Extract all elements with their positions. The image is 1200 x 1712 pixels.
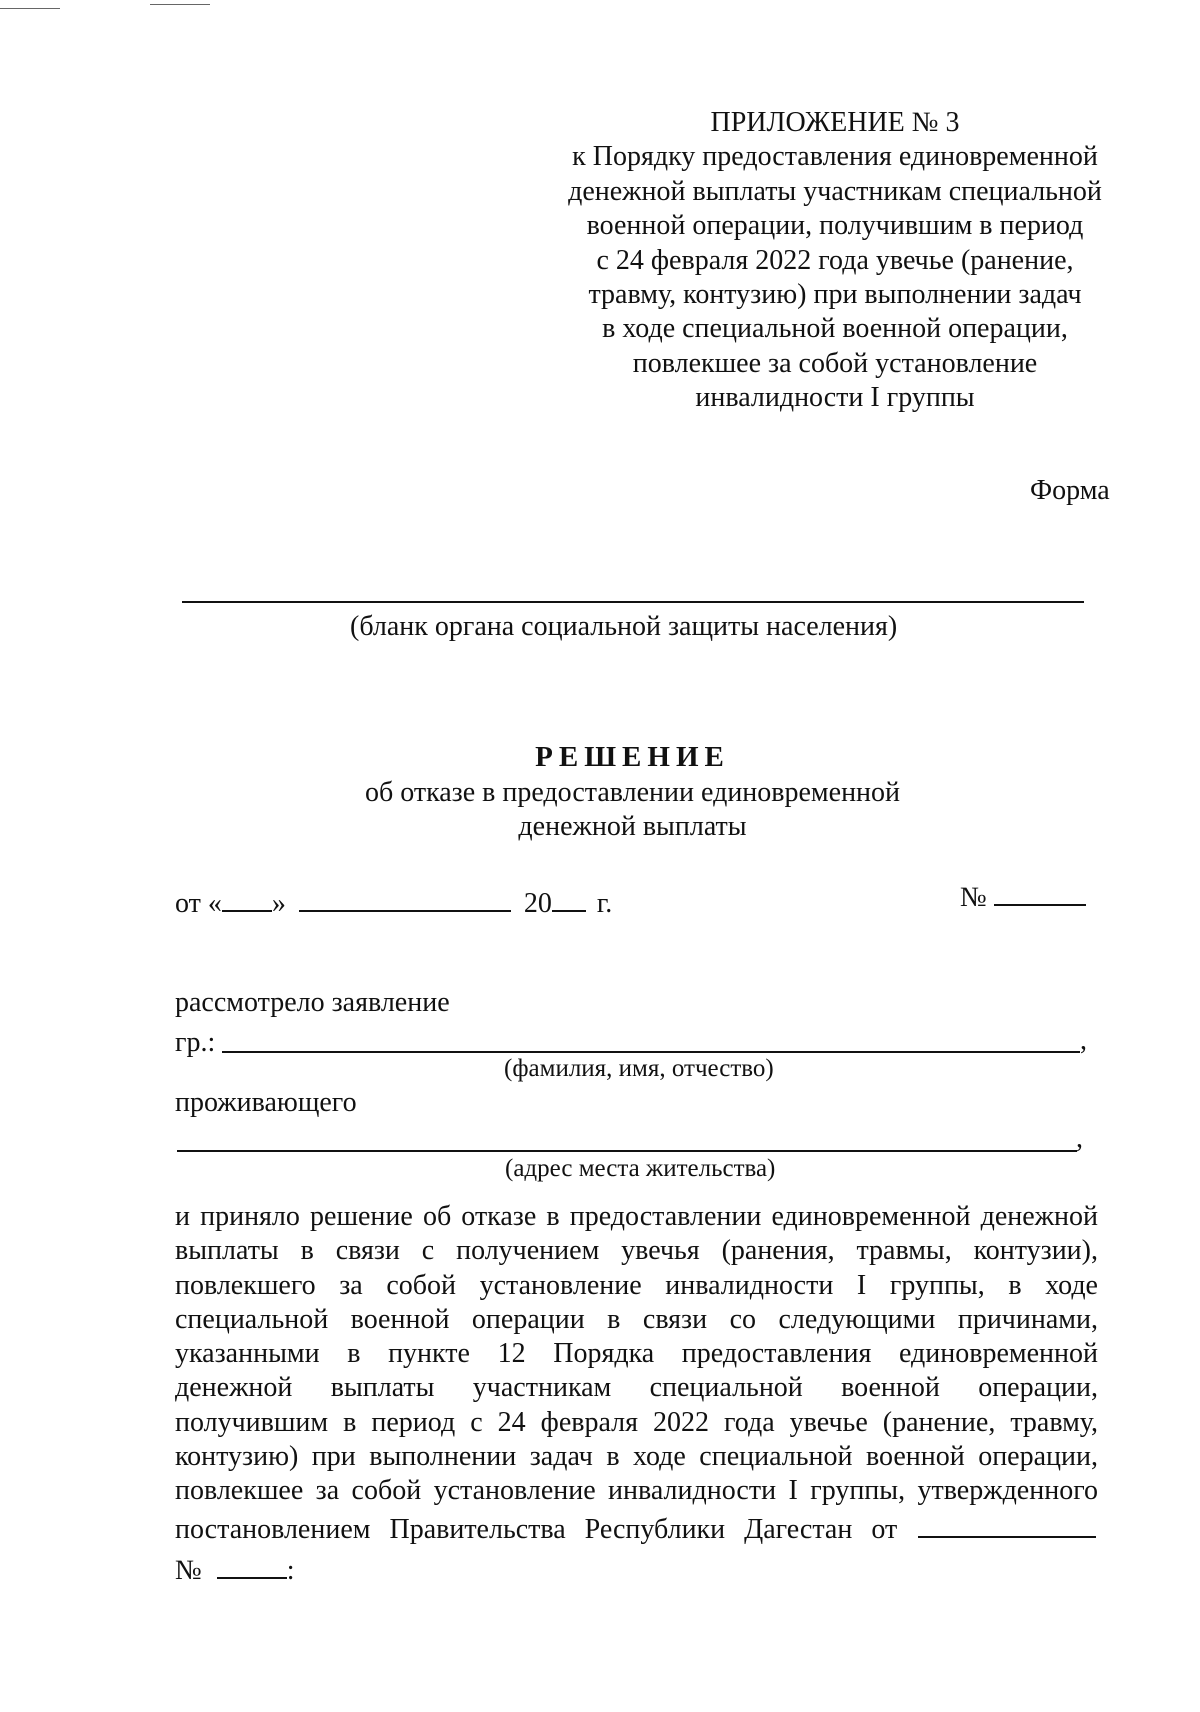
appendix-line: повлекшее за собой установление bbox=[632, 347, 1038, 379]
resolution-number-blank[interactable] bbox=[217, 1553, 287, 1579]
number-blank[interactable] bbox=[994, 880, 1086, 906]
appendix-line: травму, контузию) при выполнении задач bbox=[588, 279, 1082, 311]
appendix-title: ПРИЛОЖЕНИЕ № 3 bbox=[710, 107, 960, 138]
name-caption: (фамилия, имя, отчество) bbox=[504, 1055, 774, 1082]
citizen-prefix: гр.: bbox=[175, 1027, 216, 1058]
appendix-line: в ходе специальной военной операции, bbox=[602, 313, 1068, 345]
resolution-line bbox=[175, 1512, 1105, 1547]
decision-subtitle-1: об отказе в предоставлении единовременной bbox=[364, 777, 901, 808]
body-line: получившим в период с 24 февраля 2022 года увечье (ранение, травму, bbox=[175, 1406, 1098, 1438]
letterhead-caption: (бланк органа социальной защиты населения) bbox=[350, 611, 898, 642]
address-caption: (адрес места жительства) bbox=[505, 1155, 776, 1182]
citizen-comma: , bbox=[1080, 1025, 1087, 1056]
body-line: повлекшего за собой установление инвалидности I группы, в ходе bbox=[175, 1269, 1098, 1301]
day-blank[interactable] bbox=[222, 886, 272, 912]
resolution-colon: : bbox=[286, 1555, 295, 1586]
resolution-date-blank[interactable] bbox=[918, 1512, 1096, 1538]
body-line: постановлением Правительства Республики Дагестан от bbox=[175, 1514, 898, 1545]
decision-title: РЕШЕНИЕ bbox=[535, 741, 730, 773]
appendix-line: военной операции, получившим в период bbox=[586, 210, 1084, 242]
number-sign: № bbox=[960, 882, 987, 913]
date-from-label: от « bbox=[175, 888, 222, 919]
number-field bbox=[960, 880, 1086, 915]
appendix-line: к Порядку предоставления единовременной bbox=[572, 141, 1098, 173]
body-line: специальной военной операции в связи со следующими причинами, bbox=[175, 1303, 1098, 1335]
year-blank[interactable] bbox=[552, 886, 586, 912]
considered-label: рассмотрело заявление bbox=[175, 987, 450, 1018]
residing-label: проживающего bbox=[175, 1087, 357, 1118]
citizen-name-line[interactable] bbox=[222, 1051, 1080, 1053]
form-label: Форма bbox=[1030, 475, 1110, 506]
body-line: контузию) при выполнении задач в ходе специальной военной операции, bbox=[175, 1441, 1098, 1473]
decision-body bbox=[175, 1200, 1098, 1509]
body-line: и приняло решение об отказе в предоставлении единовременной денежной bbox=[175, 1201, 1098, 1232]
body-line: указанными в пункте 12 Порядка предоставления единовременной bbox=[175, 1338, 1098, 1370]
resolution-number-line bbox=[175, 1553, 295, 1588]
year-prefix: 20 bbox=[523, 888, 552, 919]
letterhead-line bbox=[182, 601, 1084, 603]
scan-mark bbox=[150, 4, 210, 5]
appendix-header bbox=[540, 106, 1130, 416]
resolution-number-sign: № bbox=[175, 1555, 202, 1586]
body-line: выплаты в связи с получением увечья (ранения, травмы, контузии), bbox=[175, 1235, 1098, 1267]
date-line bbox=[175, 886, 612, 921]
year-suffix: г. bbox=[596, 888, 613, 919]
month-blank[interactable] bbox=[299, 886, 511, 912]
address-line[interactable] bbox=[177, 1150, 1077, 1152]
date-quote-close: » bbox=[271, 888, 286, 919]
appendix-line: инвалидности I группы bbox=[695, 382, 975, 414]
body-line: денежной выплаты участникам специальной военной операции, bbox=[175, 1372, 1098, 1404]
body-line: повлекшее за собой установление инвалидности I группы, утвержденного bbox=[175, 1475, 1098, 1507]
appendix-line: с 24 февраля 2022 года увечье (ранение, bbox=[596, 244, 1074, 276]
decision-subtitle-2: денежной выплаты bbox=[518, 811, 747, 842]
appendix-line: денежной выплаты участникам специальной bbox=[568, 175, 1102, 207]
address-comma: , bbox=[1076, 1123, 1083, 1154]
scan-mark bbox=[0, 8, 60, 9]
